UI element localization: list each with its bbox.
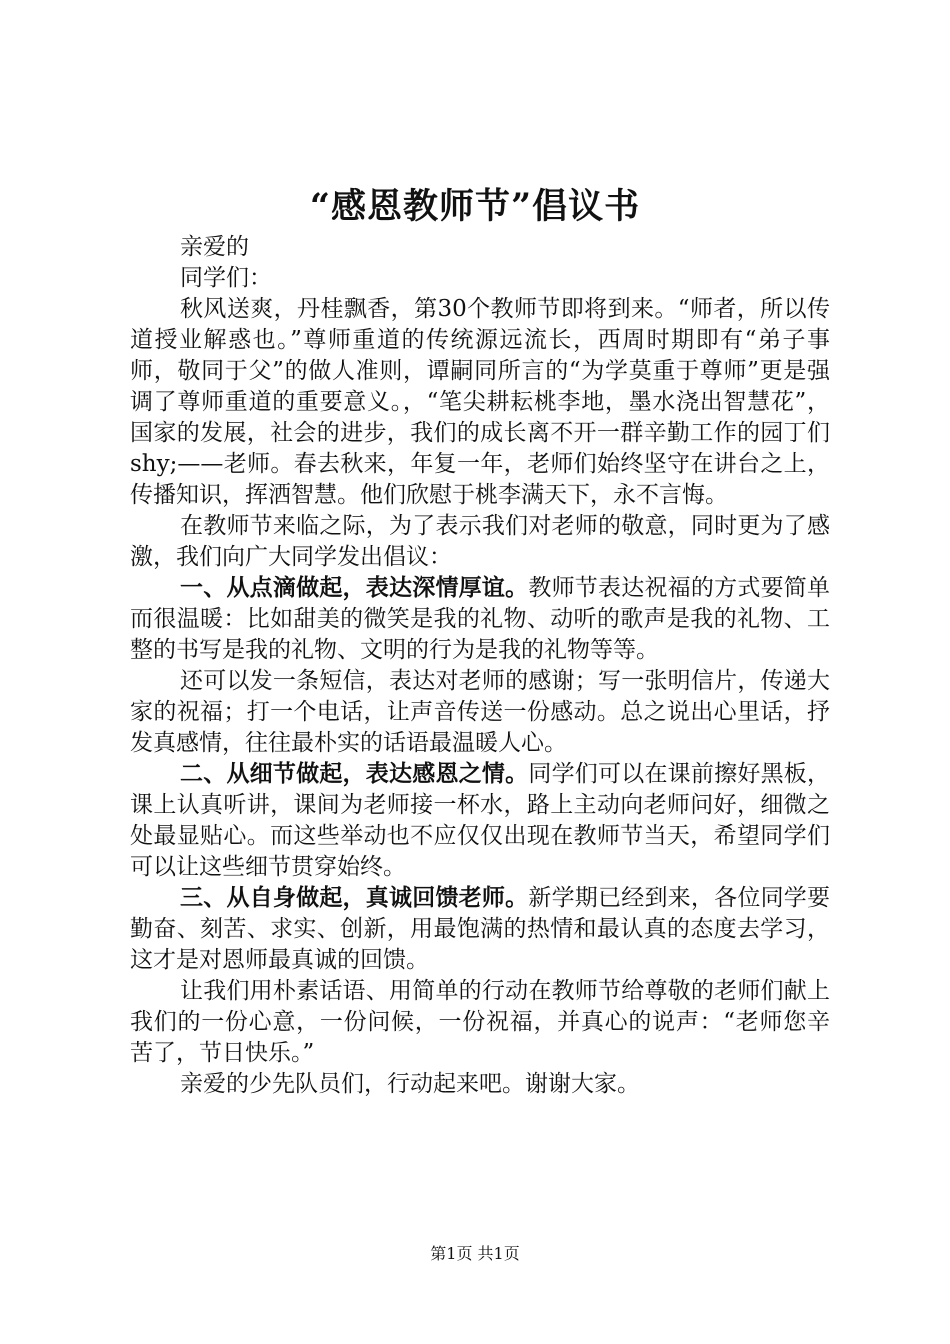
page-number-footer: 第1页 共1页 — [430, 1244, 520, 1263]
paragraph-intro — [130, 294, 830, 511]
paragraph-text: 亲爱的少先队员们，行动起来吧。谢谢大家。 — [180, 1071, 640, 1097]
paragraph-text: 在教师节来临之际，为了表示我们对老师的敬意，同时更为了感激，我们向广大同学发出倡议： — [130, 513, 830, 570]
paragraph-text: 秋风送爽，丹桂飘香，第30个教师节即将到来。“师者，所以传道授业解惑也。”尊师重道的传统源远流长，西周时期即有“弟子事师，敬同于父”的做人准则，谭嗣同所言的“为学莫重于尊师”更是强调了尊师重道的重要意义。，“笔尖耕耘桃李地，墨水浇出智慧花”，国家的发展，社会的进步，我们的成长离不开一群辛勤工作的园丁们shy;——老师。春去秋来，年复一年，老师们始终坚守在讲台之上，传播知识，挥洒智慧。他们欣慰于桃李满天下，永不言悔。 — [130, 296, 830, 508]
paragraph-point-one — [130, 573, 830, 666]
document-title: “感恩教师节”倡议书 — [309, 186, 641, 227]
paragraph-text: 让我们用朴素话语、用简单的行动在教师节给尊敬的老师们献上我们的一份心意，一份问候，一份祝福，并真心的说声：“老师您辛苦了，节日快乐。” — [130, 978, 830, 1066]
paragraph-text: 新学期已经到来，各位同学要勤奋、刻苦、求实、创新，用最饱满的热情和最认真的态度去学习，这才是对恩师最真诚的回馈。 — [130, 885, 831, 973]
paragraph-text: 还可以发一条短信，表达对老师的感谢；写一张明信片，传递大家的祝福；打一个电话，让声音传送一份感动。总之说出心里话，抒发真感情，往往最朴实的话语最温暖人心。 — [130, 668, 830, 756]
paragraph-text: 同学们可以在课前擦好黑板，课上认真听讲，课间为老师接一杯水，路上主动向老师问好，细微之处最显贴心。而这些举动也不应仅仅出现在教师节当天，希望同学们可以让这些细节贯穿始终。 — [130, 761, 831, 880]
point-heading: 二、从细节做起，表达感恩之情。 — [180, 761, 529, 787]
paragraph-point-one-extra — [130, 666, 830, 759]
document-body — [130, 232, 830, 1100]
salutation-line-2: 同学们： — [180, 265, 272, 291]
paragraph-point-three — [130, 883, 830, 976]
salutation-line-1: 亲爱的 — [180, 234, 249, 260]
point-heading: 三、从自身做起，真诚回馈老师。 — [180, 885, 529, 911]
paragraph-text: 教师节表达祝福的方式要简单而很温暖：比如甜美的微笑是我的礼物、动听的歌声是我的礼物、工整的书写是我的礼物、文明的行为是我的礼物等等。 — [130, 575, 831, 663]
point-heading: 一、从点滴做起，表达深情厚谊。 — [180, 575, 529, 601]
paragraph-closing — [130, 976, 830, 1069]
paragraph-point-two — [130, 759, 830, 883]
paragraph-call-to-action — [130, 1069, 830, 1100]
paragraph-proposal-lead — [130, 511, 830, 573]
